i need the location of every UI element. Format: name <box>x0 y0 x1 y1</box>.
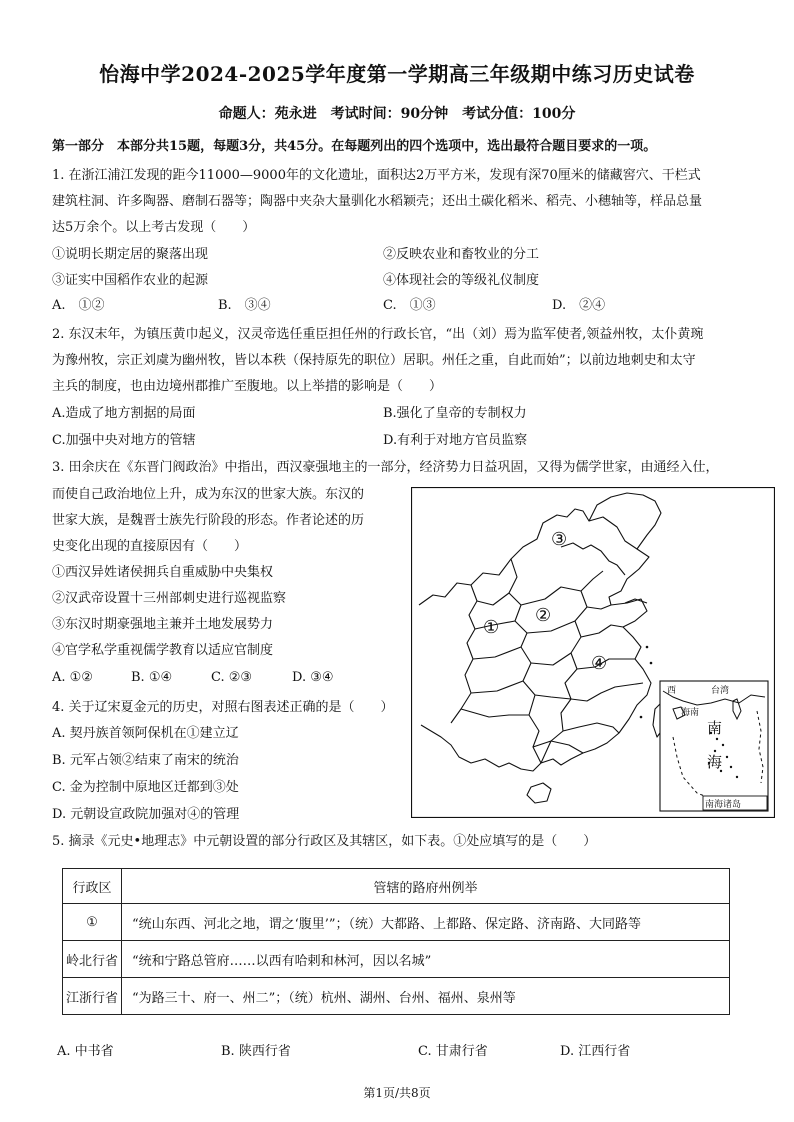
inset-label-nan: 南 <box>707 719 723 737</box>
q4-option-b[interactable]: B. 元军占领②结束了南宋的统治 <box>52 753 239 768</box>
exam-subtitle: 命题人：苑永进 考试时间：90分钟 考试分值：100分 <box>218 106 576 122</box>
q5-option-b[interactable]: B. 陕西行省 <box>221 1044 291 1059</box>
table-cell: “统山东西、河北之地，谓之‘腹里’”；（统）大都路、上都路、保定路、济南路、大同路等 <box>122 904 730 941</box>
q5-option-c[interactable]: C. 甘肃行省 <box>418 1044 488 1059</box>
table-row <box>63 941 730 978</box>
table-row <box>63 978 730 1015</box>
q1-line-3: 达5万余个。以上考古发现（ ） <box>52 220 256 235</box>
q2-option-a[interactable]: A.造成了地方割据的局面 <box>52 406 196 421</box>
section-heading: 第一部分 本部分共15题，每题3分，共45分。在每题列出的四个选项中，选出最符合题目要求的一项。 <box>52 139 657 154</box>
q2-option-c[interactable]: C.加强中央对地方的管辖 <box>52 433 196 448</box>
q4-option-c[interactable]: C. 金为控制中原地区迁都到③处 <box>52 780 239 795</box>
table-cell: ① <box>63 904 122 941</box>
table-header-cell: 管辖的路府州例举 <box>122 869 730 904</box>
inset-label-taiwan: 台湾 <box>711 686 730 696</box>
q1-item-4: ④体现社会的等级礼仪制度 <box>383 273 540 288</box>
q1-line-2: 建筑柱洞、许多陶器、磨制石器等；陶器中夹杂大量驯化水稻颖壳；还出土碳化稻米、稻壳、小穗轴等，样品总量 <box>52 194 703 209</box>
q3-line-2: 而使自己政治地位上升，成为东汉的世家大族。东汉的 <box>52 487 365 502</box>
q2-option-d[interactable]: D.有利于对地方官员监察 <box>383 433 528 448</box>
inset-label-hai: 海 <box>707 753 723 771</box>
q3-option-c[interactable]: C. ②③ <box>211 670 253 685</box>
page-number: 第1页/共8页 <box>363 1086 431 1100</box>
map-marker-3: ③ <box>551 529 568 550</box>
q1-item-1: ①说明长期定居的聚落出现 <box>52 247 209 262</box>
q3-item-2: ②汉武帝设置十三州部刺史进行巡视监察 <box>52 591 287 606</box>
q3-option-a[interactable]: A. ①② <box>52 670 93 685</box>
q2-line-2: 为豫州牧，宗正刘虞为幽州牧，皆以本秩（保持原先的职位）居职。州任之重，自此而始”；以前边地刺史和太守 <box>52 353 696 368</box>
inset-label-hainan: 海南 <box>681 708 700 718</box>
q1-item-3: ③证实中国稻作农业的起源 <box>52 273 209 288</box>
admin-region-table <box>62 868 730 1015</box>
q4-option-a[interactable]: A. 契丹族首领阿保机在①建立辽 <box>52 726 239 741</box>
q3-option-b[interactable]: B. ①④ <box>131 670 173 685</box>
q5-option-d[interactable]: D. 江西行省 <box>560 1044 631 1059</box>
inset-label-west: 西 <box>667 686 677 696</box>
q4-option-d[interactable]: D. 元朝设宣政院加强对④的管理 <box>52 807 240 822</box>
q3-option-d[interactable]: D. ③④ <box>292 670 334 685</box>
table-cell: “统和宁路总管府……以西有哈剌和林河，因以名城” <box>122 941 730 978</box>
china-map <box>411 487 775 818</box>
q1-line-1: 1. 在浙江浦江发现的距今11000—9000年的文化遗址，面积达2万平方米，发现有深70厘米的储藏窖穴、干栏式 <box>52 168 701 183</box>
table-header-cell: 行政区 <box>63 869 122 904</box>
table-cell: 江浙行省 <box>63 978 122 1015</box>
q3-item-3: ③东汉时期豪强地主兼并土地发展势力 <box>52 617 274 632</box>
map-marker-4: ④ <box>591 653 608 674</box>
q3-line-3: 世家大族，是魏晋士族先行阶段的形态。作者论述的历 <box>52 513 365 528</box>
south-china-sea-inset <box>660 681 768 811</box>
map-marker-1: ① <box>483 617 500 638</box>
q1-item-2: ②反映农业和畜牧业的分工 <box>383 247 540 262</box>
q1-option-a[interactable]: A. ①② <box>52 298 105 313</box>
exam-title: 怡海中学2024-2025学年度第一学期高三年级期中练习历史试卷 <box>99 62 695 86</box>
q2-line-3: 主兵的制度，也由边境州郡推广至腹地。以上举措的影响是（ ） <box>52 379 443 394</box>
q1-option-b[interactable]: B. ③④ <box>218 298 271 313</box>
table-header-row <box>63 869 730 904</box>
q2-line-1: 2. 东汉末年，为镇压黄巾起义，汉灵帝选任重臣担任州的行政长官，“出（刘）焉为监军使者,领益州牧，太仆黄琬 <box>52 327 704 342</box>
q3-line-4: 史变化出现的直接原因有（ ） <box>52 539 248 554</box>
table-cell: “为路三十、府一、州二”；（统）杭州、湖州、台州、福州、泉州等 <box>122 978 730 1015</box>
q2-option-b[interactable]: B.强化了皇帝的专制权力 <box>383 406 527 421</box>
q5-line: 5. 摘录《元史•地理志》中元朝设置的部分行政区及其辖区，如下表。①处应填写的是（ ） <box>52 834 597 849</box>
q5-option-a[interactable]: A. 中书省 <box>57 1044 114 1059</box>
inset-label-islands: 南海诸岛 <box>705 800 742 810</box>
map-marker-2: ② <box>535 605 552 626</box>
q3-item-1: ①西汉异姓诸侯拥兵自重威胁中央集权 <box>52 565 274 580</box>
q1-option-c[interactable]: C. ①③ <box>383 298 436 313</box>
q3-item-4: ④官学私学重视儒学教育以适应官制度 <box>52 643 274 658</box>
q1-option-d[interactable]: D. ②④ <box>552 298 606 313</box>
q4-line: 4. 关于辽宋夏金元的历史，对照右图表述正确的是（ ） <box>52 700 394 715</box>
q3-line-1: 3. 田余庆在《东晋门阀政治》中指出，西汉豪强地主的一部分，经济势力日益巩固，又得为儒学世家，由通经入仕， <box>52 460 719 475</box>
table-cell: 岭北行省 <box>63 941 122 978</box>
table-row <box>63 904 730 941</box>
